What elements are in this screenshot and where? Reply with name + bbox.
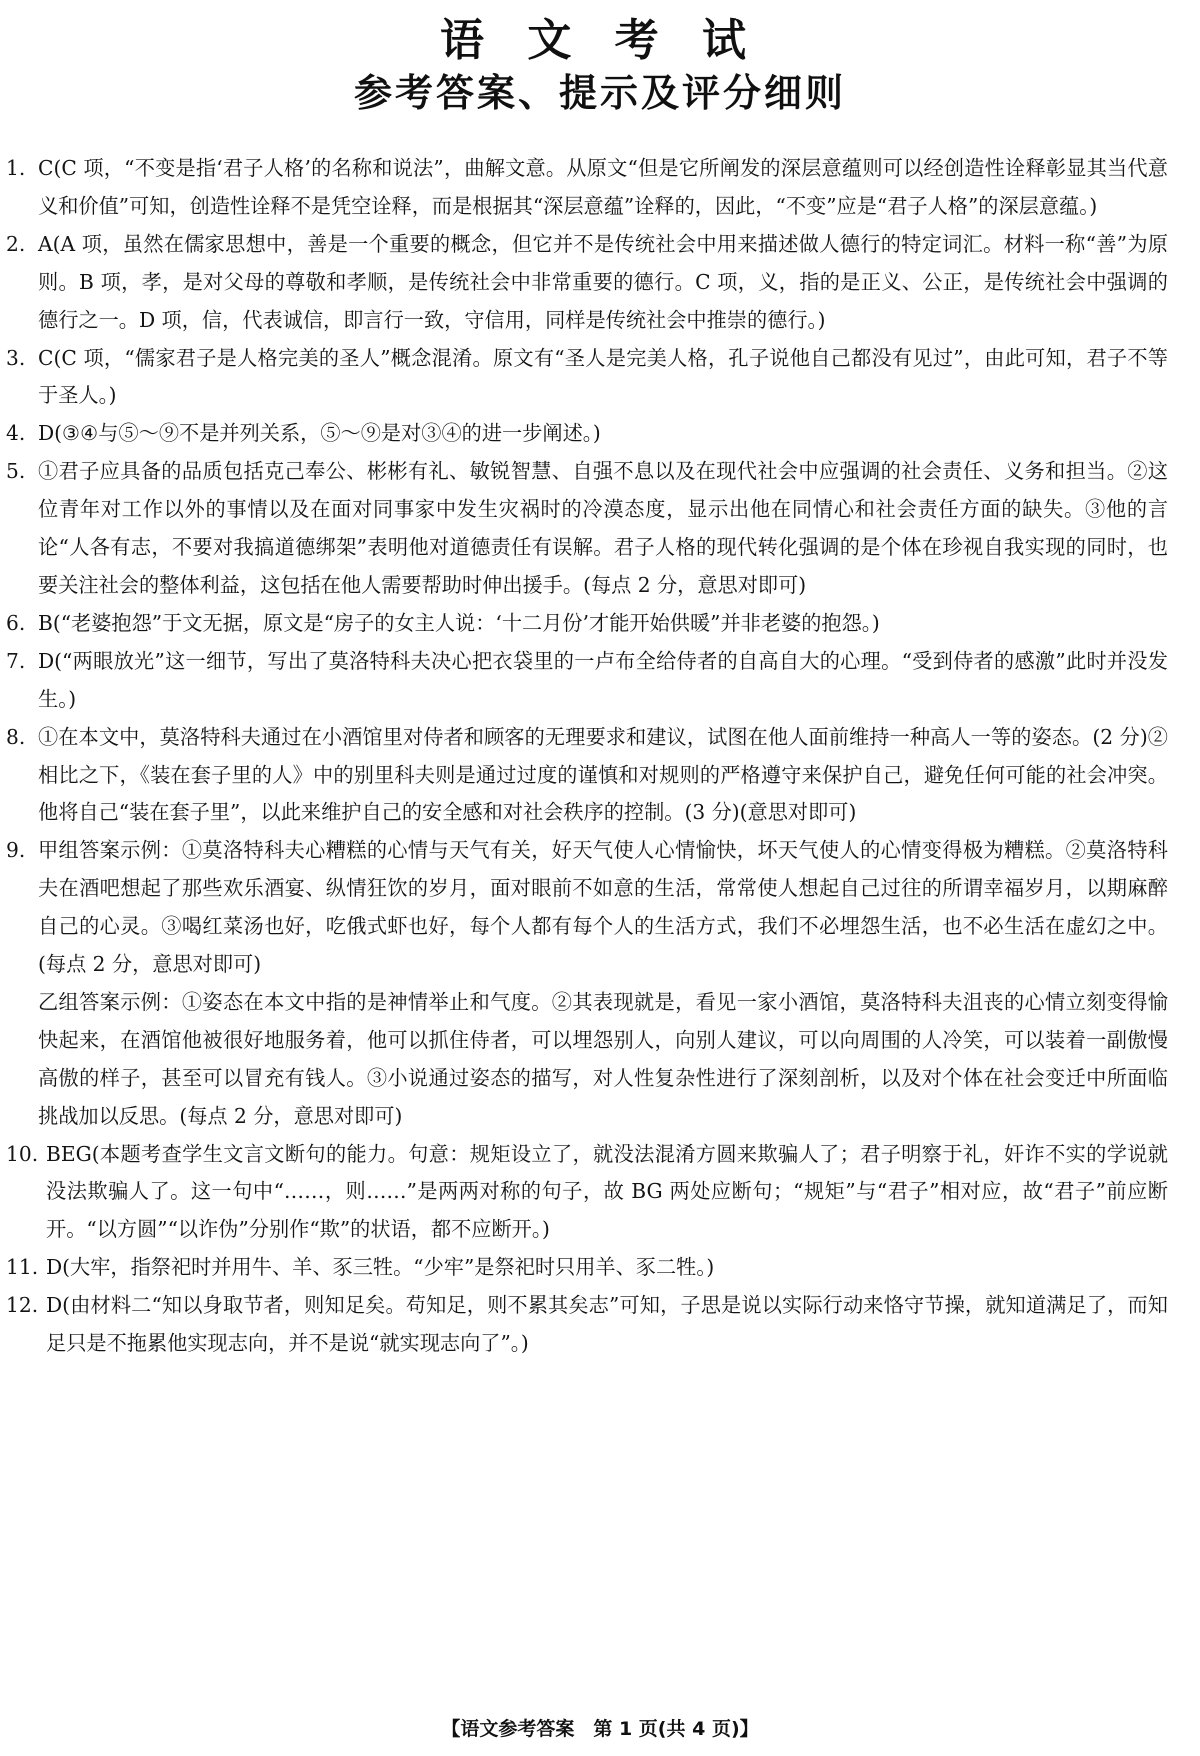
answer-item-11 xyxy=(6,1249,1168,1287)
page-footer: 【语文参考答案 第 1 页(共 4 页)】 xyxy=(441,1718,759,1740)
answer-number: 9. xyxy=(6,838,26,863)
answer-text: B(“老婆抱怨”于文无据，原文是“房子的女主人说：‘十二月份’才能开始供暖”并非老婆的抱怨。) xyxy=(38,610,880,635)
answer-item-12 xyxy=(6,1287,1168,1363)
exam-subtitle: 参考答案、提示及评分细则 xyxy=(353,71,846,115)
answer-text-group-a: 甲组答案示例：①莫洛特科夫心糟糕的心情与天气有关，好天气使人心情愉快，坏天气使人的心情变得极为糟糕。②莫洛特科夫在酒吧想起了那些欢乐酒宴、纵情狂饮的岁月，面对眼前不如意的生活，常常使人想起自己过往的所谓幸福岁月，以期麻醉自己的心灵。③喝红菜汤也好，吃俄式虾也好，每个人都有每个人的生活方式，我们不必埋怨生活，也不必生活在虚幻之中。(每点 2 分，意思对即可) xyxy=(38,838,1168,977)
answer-number: 7. xyxy=(6,648,26,673)
answer-item-5 xyxy=(6,453,1168,605)
answer-text: A(A 项，虽然在儒家思想中，善是一个重要的概念，但它并不是传统社会中用来描述做人德行的特定词汇。材料一称“善”为原则。B 项，孝，是对父母的尊敬和孝顺，是传统社会中非常重要的德行。C 项，义，指的是正义、公正，是传统社会中强调的德行之一。D 项，信，代表诚信，即言行一致，守信用，同样是传统社会中推崇的德行。) xyxy=(38,231,1168,332)
answer-number: 2. xyxy=(6,231,26,256)
answer-number: 12. xyxy=(6,1293,39,1318)
answer-number: 11. xyxy=(6,1255,39,1280)
exam-title: 语 文 考 试 xyxy=(440,15,760,66)
answer-text: D(③④与⑤～⑨不是并列关系，⑤～⑨是对③④的进一步阐述。) xyxy=(38,421,601,446)
answer-text: C(C 项，“不变是指‘君子人格’的名称和说法”，曲解文意。从原文“但是它所阐发的深层意蕴则可以经创造性诠释彰显其当代意义和价值”可知，创造性诠释不是凭空诠释，而是根据其“深层意蕴”诠释的，因此，“不变”应是“君子人格”的深层意蕴。) xyxy=(38,156,1168,218)
answer-number: 4. xyxy=(6,421,26,446)
answer-text: D(大牢，指祭祀时并用牛、羊、豕三牲。“少牢”是祭祀时只用羊、豕二牲。) xyxy=(46,1255,715,1280)
answer-number: 1. xyxy=(6,156,26,180)
answer-text: ①在本文中，莫洛特科夫通过在小酒馆里对侍者和顾客的无理要求和建议，试图在他人面前维持一种高人一等的姿态。(2 分)②相比之下，《装在套子里的人》中的别里科夫则是通过过度的谨慎和对规则的严格遵守来保护自己，避免任何可能的社会冲突。他将自己“装在套子里”，以此来维护自己的安全感和对社会秩序的控制。(3 分)(意思对即可) xyxy=(38,724,1168,825)
answer-item-4 xyxy=(6,415,1168,453)
answer-item-6 xyxy=(6,605,1168,643)
answer-text: C(C 项，“儒家君子是人格完美的圣人”概念混淆。原文有“圣人是完美人格，孔子说他自己都没有见过”，由此可知，君子不等于圣人。) xyxy=(38,345,1168,408)
answer-text: D(“两眼放光”这一细节，写出了莫洛特科夫决心把衣袋里的一卢布全给侍者的自高自大的心理。“受到侍者的感激”此时并没发生。) xyxy=(38,648,1168,711)
answer-text: BEG(本题考查学生文言文断句的能力。句意：规矩设立了，就没法混淆方圆来欺骗人了；君子明察于礼，奸诈不实的学说就没法欺骗人了。这一句中“……，则……”是两两对称的句子，故 BG 两处应断句；“规矩”与“君子”相对应，故“君子”前应断开。“以方圆”“以诈伪”分别作“欺”的状语，都不应断开。) xyxy=(46,1141,1168,1242)
answer-text: ①君子应具备的品质包括克己奉公、彬彬有礼、敏锐智慧、自强不息以及在现代社会中应强调的社会责任、义务和担当。②这位青年对工作以外的事情以及在面对同事家中发生灾祸时的冷漠态度，显示出他在同情心和社会责任方面的缺失。③他的言论“人各有志，不要对我搞道德绑架”表明他对道德责任有误解。君子人格的现代转化强调的是个体在珍视自我实现的同时，也要关注社会的整体利益，这包括在他人需要帮助时伸出援手。(每点 2 分，意思对即可) xyxy=(38,459,1168,597)
answer-list xyxy=(6,150,1168,1363)
answer-text: D(由材料二“知以身取节者，则知足矣。苟知足，则不累其矣志”可知，子思是说以实际行动来恪守节操，就知道满足了，而知足只是不拖累他实现志向，并不是说“就实现志向了”。) xyxy=(46,1293,1168,1356)
answer-item-3 xyxy=(6,340,1168,416)
answer-number: 8. xyxy=(6,724,26,749)
answer-number: 5. xyxy=(6,459,26,484)
answer-number: 3. xyxy=(6,345,26,370)
answer-text-group-b: 乙组答案示例：①姿态在本文中指的是神情举止和气度。②其表现就是，看见一家小酒馆，莫洛特科夫沮丧的心情立刻变得愉快起来，在酒馆他被很好地服务着，他可以抓住侍者，可以埋怨别人，向别人建议，可以向周围的人冷笑，可以装着一副傲慢高傲的样子，甚至可以冒充有钱人。③小说通过姿态的描写，对人性复杂性进行了深刻剖析，以及对个体在社会变迁中所面临挑战加以反思。(每点 2 分，意思对即可) xyxy=(38,989,1168,1128)
answer-item-7 xyxy=(6,643,1168,719)
answer-item-8 xyxy=(6,719,1168,833)
answer-number: 10. xyxy=(6,1141,39,1166)
answer-item-1 xyxy=(6,150,1168,226)
answer-item-10 xyxy=(6,1136,1168,1250)
answer-number: 6. xyxy=(6,610,26,635)
answer-item-9 xyxy=(6,832,1168,1135)
answer-item-2 xyxy=(6,226,1168,340)
